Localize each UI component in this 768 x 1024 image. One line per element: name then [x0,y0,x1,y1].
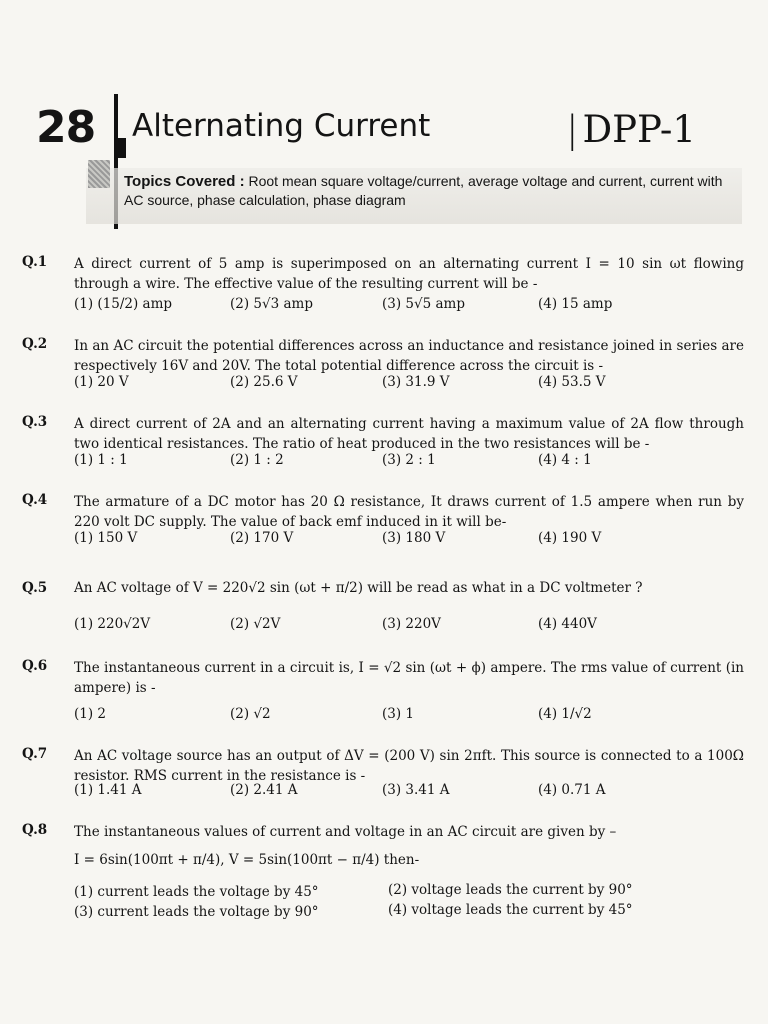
question-text: The armature of a DC motor has 20 Ω resistance, It draws current of 1.5 ampere when run by 220 volt DC supply. The value of back emf induced in it will be- [74,494,744,530]
chapter-title: Alternating Current [132,108,431,144]
question-text [74,580,643,596]
option-2: (2) 2.41 A [230,782,298,798]
option-3: (3) current leads the voltage by 90° [74,904,319,920]
option-2: (2) √2 [230,706,271,722]
question-number: Q.6 [22,658,48,674]
question-text-before: An AC voltage of V = 220√2 sin [74,580,290,596]
option-3: (3) 3.41 A [382,782,450,798]
option-2: (2) voltage leads the current by 90° [388,882,633,898]
option-4: (4) 53.5 V [538,374,606,390]
phase-formula: (ωt + π/2) [294,580,363,596]
current-voltage-formula: I = 6sin(100πt + π/4), V = 5sin(100πt − π/4) then- [74,852,420,868]
option-3: (3) 2 : 1 [382,452,436,468]
option-1: (1) current leads the voltage by 45° [74,884,319,900]
question-number: Q.5 [22,580,48,596]
dpp-label: | DPP-1 [566,108,696,151]
question-number: Q.8 [22,822,48,838]
question-text-after: will be read as what in a DC voltmeter ? [367,580,643,596]
question-number: Q.3 [22,414,48,430]
option-4: (4) 0.71 A [538,782,606,798]
option-3: (3) 31.9 V [382,374,450,390]
topics-icon [88,160,110,188]
question-number: Q.7 [22,746,48,762]
topics-text: Root mean square voltage/current, average voltage and current, current with AC source, phase calculation, phase diagram [124,173,723,208]
option-1: (1) 1 : 1 [74,452,128,468]
option-2: (2) 1 : 2 [230,452,284,468]
question-text: The instantaneous current in a circuit is, I = √2 sin (ωt + ϕ) ampere. The rms value of current (in ampere) is - [74,660,744,696]
option-2: (2) 5√3 amp [230,296,313,312]
question-text: The instantaneous values of current and voltage in an AC circuit are given by – [74,824,617,840]
option-4: (4) 4 : 1 [538,452,592,468]
option-4: (4) voltage leads the current by 45° [388,902,633,918]
question-number: Q.2 [22,336,48,352]
option-4: (4) 15 amp [538,296,613,312]
question-text: In an AC circuit the potential differences across an inductance and resistance joined in series are respectively 16V and 20V. The total potential difference across the circuit is - [74,338,744,374]
question-text: A direct current of 5 amp is superimposed on an alternating current I = 10 sin ωt flowing through a wire. The effective value of the resulting current will be - [74,256,744,292]
option-1: (1) 20 V [74,374,129,390]
option-1: (1) 1.41 A [74,782,142,798]
chapter-marker [114,138,126,158]
option-2: (2) √2V [230,616,281,632]
option-2: (2) 170 V [230,530,294,546]
option-4: (4) 1/√2 [538,706,592,722]
option-1: (1) (15/2) amp [74,296,173,312]
option-3: (3) 220V [382,616,441,632]
dpp-text: DPP-1 [582,108,696,151]
option-4: (4) 190 V [538,530,602,546]
topics-covered [124,172,734,210]
option-3: (3) 5√5 amp [382,296,465,312]
option-3: (3) 180 V [382,530,446,546]
option-1: (1) 150 V [74,530,138,546]
option-4: (4) 440V [538,616,597,632]
question-text: A direct current of 2A and an alternating current having a maximum value of 2A flow through two identical resistances. The ratio of heat produced in the two resistances will be - [74,416,744,452]
option-1: (1) 2 [74,706,107,722]
option-1: (1) 220√2V [74,616,151,632]
question-number: Q.4 [22,492,48,508]
question-text: An AC voltage source has an output of ΔV = (200 V) sin 2πft. This source is connected to a 100Ω resistor. RMS current in the resistance is - [74,748,744,784]
chapter-number: 28 [36,102,96,153]
question-number: Q.1 [22,254,48,270]
option-3: (3) 1 [382,706,415,722]
topics-label: Topics Covered : [124,173,245,190]
option-2: (2) 25.6 V [230,374,298,390]
